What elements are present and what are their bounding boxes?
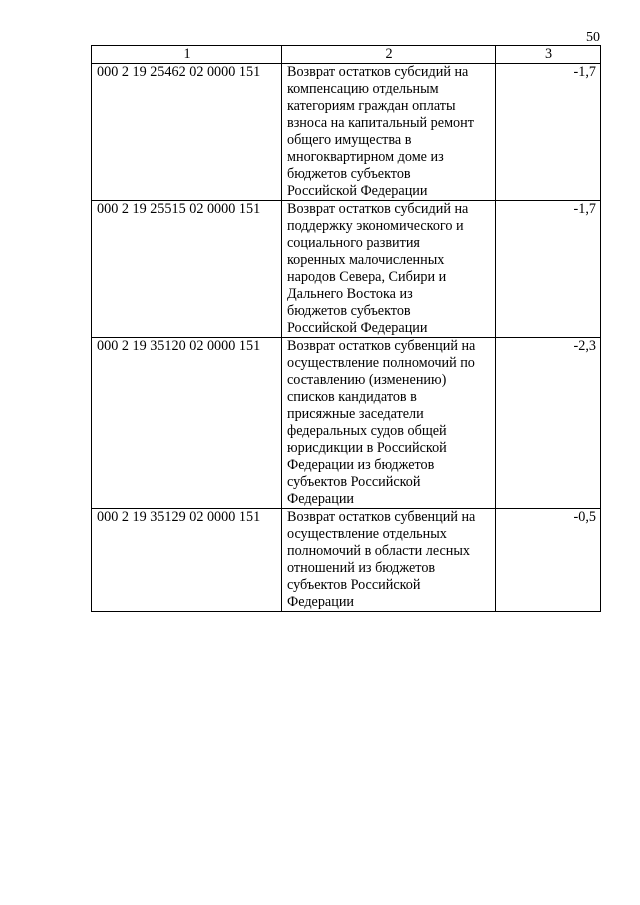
page-number: 50 — [586, 30, 600, 45]
description-cell — [282, 509, 496, 612]
amount-cell: -1,7 — [496, 201, 601, 338]
table-row — [92, 509, 601, 612]
amount-cell: -1,7 — [496, 64, 601, 201]
description-text: Возврат остатков субвенций на осуществление отдельных полномочий в области лесных отношений из бюджетов субъектов Российской Федерации — [287, 509, 476, 610]
budget-code-cell: 000 2 19 25515 02 0000 151 — [92, 201, 282, 338]
budget-table — [91, 45, 601, 612]
description-text: Возврат остатков субсидий на компенсацию отдельным категориям граждан оплаты взноса на капитальный ремонт общего имущества в многоквартирном доме из бюджетов субъектов Российской Федерации — [287, 64, 474, 199]
budget-code-cell: 000 2 19 35120 02 0000 151 — [92, 338, 282, 509]
description-text: Возврат остатков субвенций на осуществление полномочий по составлению (изменению) списков кандидатов в присяжные заседатели федеральных судов общей юрисдикции в Российской Федерации из бюджетов субъектов Российской Федерации — [287, 338, 476, 507]
column-header-code: 1 — [92, 46, 282, 64]
column-header-description: 2 — [282, 46, 496, 64]
table-row — [92, 64, 601, 201]
column-header-amount: 3 — [496, 46, 601, 64]
budget-code-cell: 000 2 19 25462 02 0000 151 — [92, 64, 282, 201]
table-header-row — [92, 46, 601, 64]
amount-cell: -0,5 — [496, 509, 601, 612]
table-row — [92, 201, 601, 338]
description-cell — [282, 201, 496, 338]
budget-code-cell: 000 2 19 35129 02 0000 151 — [92, 509, 282, 612]
table-row — [92, 338, 601, 509]
amount-cell: -2,3 — [496, 338, 601, 509]
description-cell — [282, 64, 496, 201]
description-text: Возврат остатков субсидий на поддержку экономического и социального развития коренных малочисленных народов Севера, Сибири и Дальнего Востока из бюджетов субъектов Российской Федерации — [287, 201, 469, 336]
description-cell — [282, 338, 496, 509]
